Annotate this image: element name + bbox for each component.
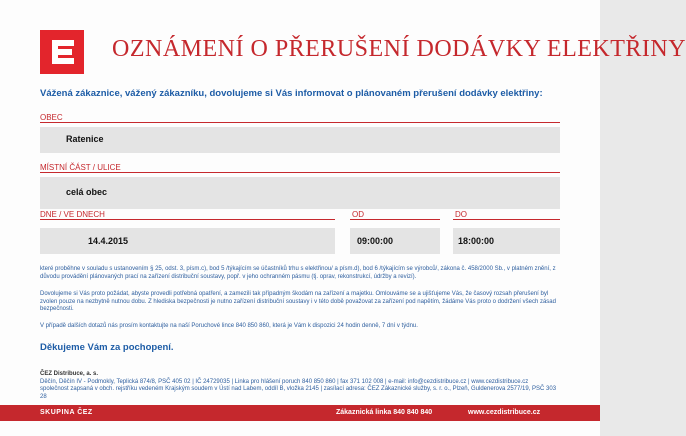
from-value: 09:00:00 [357,236,394,246]
company-name: ČEZ Distribuce, a. s. [40,371,99,377]
footer-group-name: SKUPINA ČEZ [40,409,93,416]
company-address-line: Děčín, Děčín IV - Podmokly, Teplická 874/8, PSČ 405 02 | IČ 24729035 | Linka pro hlášení poruch 840 850 860 | fax 371 102 008 | e-mail: info@cezdistribuce.cz | www.cezdistribuce.cz [40,378,529,385]
cast-value: celá obec [66,187,108,197]
footer-bar [0,405,600,421]
obec-label: OBEC [40,113,63,122]
obec-rule [40,122,560,123]
cez-logo [40,30,84,74]
company-registry-line: společnost zapsaná v obch. rejstříku vedeném Krajským soudem v Ústí nad Labem, oddíl B, vložka 2145 | zasílací adresa: ČEZ Zákaznické služby, s. r. o., Plzeň, Guldenerova 2577/19, PSČ 303 28 [40,386,557,400]
cast-field [40,177,560,209]
to-value: 18:00:00 [458,236,495,246]
company-info [40,371,560,401]
to-rule [453,219,560,220]
date-rule [40,219,335,220]
date-label: DNE / VE DNECH [40,210,105,219]
page-title: OZNÁMENÍ O PŘERUŠENÍ DODÁVKY ELEKTŘINY [112,36,686,62]
logo-e-bar [58,49,72,55]
obec-value: Ratenice [66,134,104,144]
cast-rule [40,172,560,173]
body-paragraph-contact: V případě dalších dotazů nás prosím kontaktujte na naší Poruchové lince 840 850 860, která je Vám k dispozici 24 hodin denně, 7 dní v týdnu. [40,323,418,329]
from-rule [350,219,440,220]
body-paragraph-safety: Dovolujeme si Vás proto požádat, abyste provedli potřebná opatření, a zamezili tak případným škodám na zařízení a majetku. Omlouváme se a ujišťujeme Vás, že časový rozsah přerušení byl zvolen pouze na nezbytně nutnou dobu. Z hlediska bezpečnosti je nutno zařízení distribuční soustavy i v této době považovat za zařízení pod napětím, žádáme Vás proto o dodržení všech zásad bezpečnosti. [40,291,556,312]
intro-text: Vážená zákaznice, vážený zákazníku, dovolujeme si Vás informovat o plánovaném přerušení dodávky elektřiny: [40,88,543,99]
to-label: DO [455,210,467,219]
from-label: OD [352,210,364,219]
cast-label: MÍSTNÍ ČÁST / ULICE [40,163,121,172]
date-value: 14.4.2015 [88,236,129,246]
footer-customer-line: Zákaznická linka 840 840 840 [336,409,433,416]
thanks-text: Děkujeme Vám za pochopení. [40,342,174,353]
obec-field [40,127,560,153]
footer-website: www.cezdistribuce.cz [468,409,541,416]
body-paragraph-legal: které proběhne v souladu s ustanovením § 25, odst. 3, písm.c), bod 5 /týkajícím se účastníků trhu s elektřinou/ a písm.d), bod 6 /týkajícím se výrobců/, zákona č. 458/2000 Sb., v platném znění, z důvodu provádění plánovaných prací na zařízení distribuční soustavy, popř. v jeho ochranném pásmu (tj. oprav, rekonstrukcí, údržby a revizí). [40,266,556,280]
date-field [40,228,335,254]
